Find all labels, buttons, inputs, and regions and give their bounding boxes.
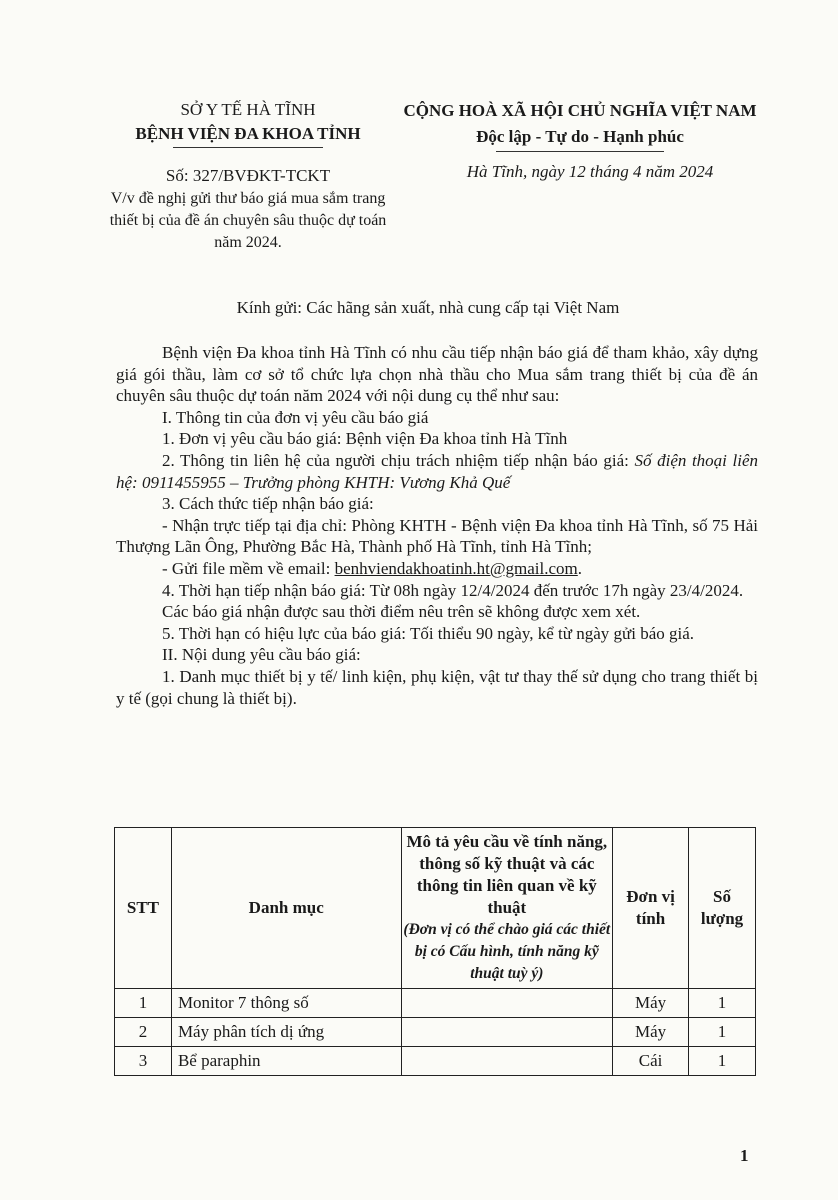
item-2-label: 2. Thông tin liên hệ của người chịu trách nhiệm tiếp nhận báo giá: [162,450,635,470]
row-name: Máy phân tích dị ứng [171,1018,401,1047]
row-stt: 3 [115,1047,172,1076]
header-desc-text: Mô tả yêu cầu về tính năng, thông số kỹ thuật và các thông tin liên quan về kỹ thuật [406,832,608,917]
equipment-table [114,827,756,1076]
table-header-row [115,828,756,989]
header-unit: Đơn vị tính [613,828,689,989]
issuer-underline [173,147,323,148]
item-4: 4. Thời hạn tiếp nhận báo giá: Từ 08h ngày 12/4/2024 đến trước 17h ngày 23/4/2024. [162,580,744,600]
row-desc [401,989,613,1018]
row-unit: Máy [613,1018,689,1047]
issuer-block [108,98,388,254]
row-stt: 2 [115,1018,172,1047]
header-stt: STT [115,828,172,989]
section-1-heading: I. Thông tin của đơn vị yêu cầu báo giá [162,407,429,427]
intro-paragraph: Bệnh viện Đa khoa tỉnh Hà Tĩnh có nhu cầu tiếp nhận báo giá để tham khảo, xây dựng giá gói thầu, làm cơ sở tổ chức lựa chọn nhà thầu cho Mua sắm trang thiết bị của đề án chuyên sâu thuộc dự toán năm 2024 với nội dung cụ thể như sau: [116,343,758,406]
item-3-email-label: - Gửi file mềm về email: [162,558,335,578]
document-number: Số: 327/BVĐKT-TCKT [165,166,331,185]
table-row [115,989,756,1018]
item-2 [116,450,758,493]
row-qty: 1 [689,989,756,1018]
national-header [380,98,780,152]
national-motto: Độc lập - Tự do - Hạnh phúc [476,127,684,146]
motto-underline [496,151,664,152]
letter-body [116,342,758,709]
item-4-note: Các báo giá nhận được sau thời điểm nêu trên sẽ không được xem xét. [162,602,641,622]
row-name: Bể paraphin [171,1047,401,1076]
header-name: Danh mục [171,828,401,989]
header-qty: Số lượng [689,828,756,989]
item-5: 5. Thời hạn có hiệu lực của báo giá: Tối thiểu 90 ngày, kể từ ngày gửi báo giá. [162,623,695,643]
row-name: Monitor 7 thông số [171,989,401,1018]
row-desc [401,1047,613,1076]
header-desc [401,828,613,989]
table-row [115,1047,756,1076]
row-qty: 1 [689,1047,756,1076]
section-2-item-1: 1. Danh mục thiết bị y tế/ linh kiện, phụ kiện, vật tư thay thế sử dụng cho trang thiết bị y tế (gọi chung là thiết bị). [116,666,758,708]
item-1: 1. Đơn vị yêu cầu báo giá: Bệnh viện Đa khoa tỉnh Hà Tĩnh [162,429,568,449]
row-qty: 1 [689,1018,756,1047]
row-unit: Máy [613,989,689,1018]
table-row [115,1018,756,1047]
email-link[interactable]: benhviendakhoatinh.ht@gmail.com [334,558,578,578]
place-date: Hà Tĩnh, ngày 12 tháng 4 năm 2024 [466,162,714,181]
row-stt: 1 [115,989,172,1018]
nation-title: CỘNG HOÀ XÃ HỘI CHỦ NGHĨA VIỆT NAM [403,101,757,120]
hospital-name: BỆNH VIỆN ĐA KHOA TỈNH [135,124,361,143]
item-3-direct: - Nhận trực tiếp tại địa chỉ: Phòng KHTH - Bệnh viện Đa khoa tỉnh Hà Tĩnh, số 75 Hải Thượng Lãn Ông, Phường Bắc Hà, Thành phố Hà Tĩnh, tỉnh Hà Tĩnh; [116,515,758,557]
item-3: 3. Cách thức tiếp nhận báo giá: [162,494,374,514]
section-2-heading: II. Nội dung yêu cầu báo giá: [162,645,361,665]
page-number: 1 [740,1146,749,1165]
document-subject: V/v đề nghị gửi thư báo giá mua sắm trang thiết bị của đề án chuyên sâu thuộc dự toán năm 2024. [109,190,387,251]
item-2-contact: Số điện thoại liên hệ: 0911455955 – Trưởng phòng KHTH: Vương Khả Quế [116,450,758,492]
recipient-line: Kính gửi: Các hãng sản xuất, nhà cung cấp tại Việt Nam [236,298,620,317]
item-3-email: - Gửi file mềm về email: benhviendakhoatinh.ht@gmail.com. [162,558,583,578]
row-desc [401,1018,613,1047]
department-name: SỞ Y TẾ HÀ TĨNH [180,100,316,119]
row-unit: Cái [613,1047,689,1076]
header-desc-note: (Đơn vị có thể chào giá các thiết bị có Cấu hình, tính năng kỹ thuật tuỳ ý) [403,921,611,982]
